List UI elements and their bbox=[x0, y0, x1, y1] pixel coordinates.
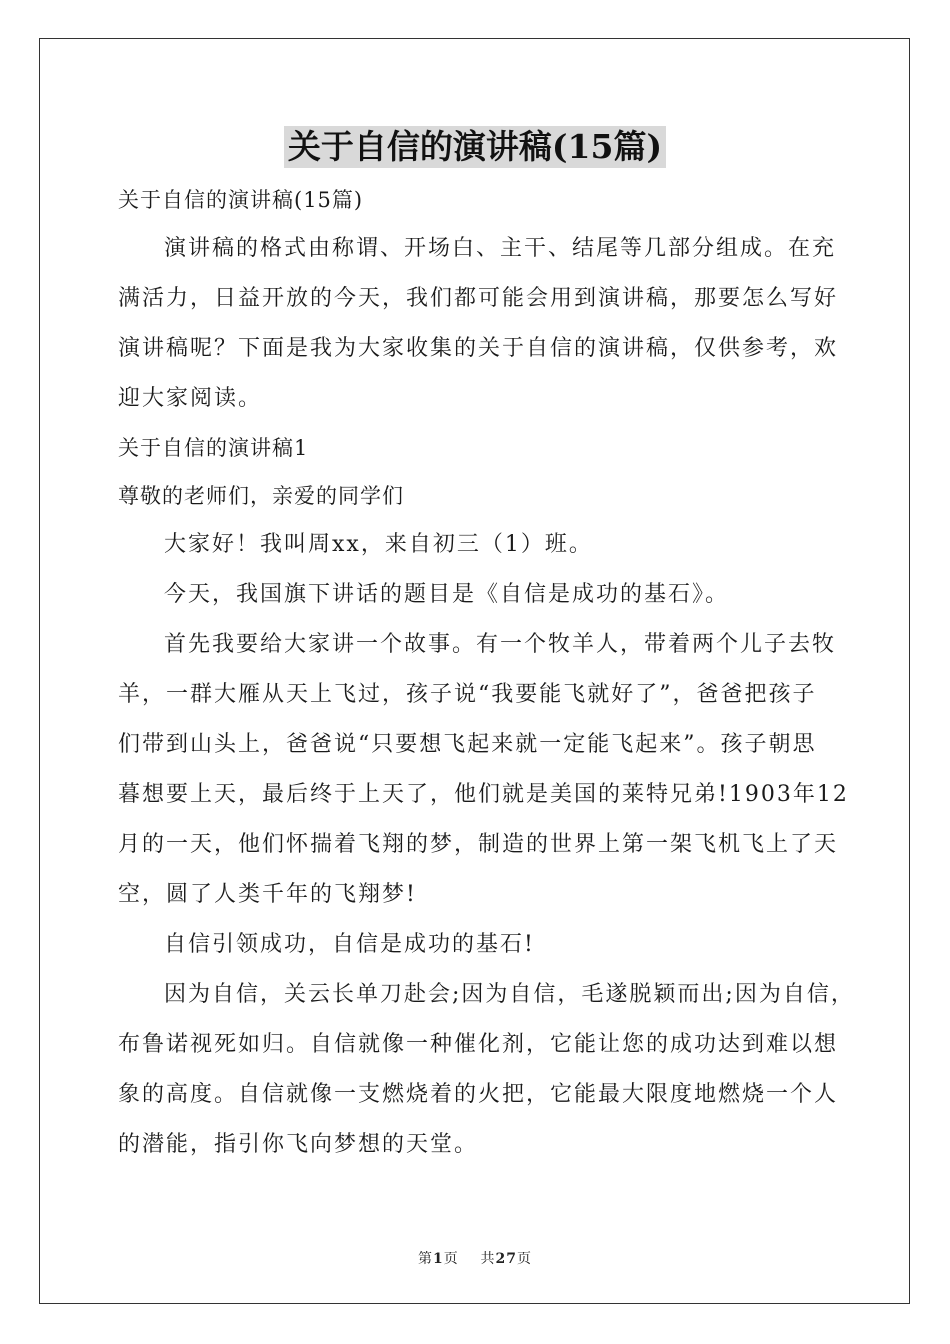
story-line: 月的一天，他们怀揣着飞翔的梦，制造的世界上第一架飞机飞上了天 bbox=[118, 832, 839, 857]
page-suffix: 页 bbox=[443, 1251, 459, 1267]
page-number: 1 bbox=[432, 1251, 444, 1267]
closing-line: 的潜能，指引你飞向梦想的天堂。 bbox=[118, 1132, 479, 1157]
document-title: 关于自信的演讲稿(15篇) bbox=[284, 126, 666, 168]
story-line: 暮想要上天，最后终于上天了，他们就是美国的莱特兄弟!1903年12 bbox=[118, 782, 849, 807]
story-line: 首先我要给大家讲一个故事。有一个牧羊人，带着两个儿子去牧 bbox=[164, 632, 837, 657]
intro-line: 演讲稿呢？下面是我为大家收集的关于自信的演讲稿，仅供参考，欢 bbox=[118, 336, 839, 361]
closing-line: 布鲁诺视死如归。自信就像一种催化剂，它能让您的成功达到难以想 bbox=[118, 1032, 839, 1057]
motto-paragraph: 自信引领成功，自信是成功的基石! bbox=[164, 932, 535, 957]
title-container bbox=[0, 126, 950, 168]
story-line: 空，圆了人类千年的飞翔梦! bbox=[118, 882, 417, 907]
total-pages: 27 bbox=[495, 1251, 518, 1267]
intro-line: 满活力，日益开放的今天，我们都可能会用到演讲稿，那要怎么写好 bbox=[118, 286, 839, 311]
page-prefix: 第 bbox=[417, 1251, 433, 1267]
closing-line: 象的高度。自信就像一支燃烧着的火把，它能最大限度地燃烧一个人 bbox=[118, 1082, 839, 1107]
greeting-paragraph: 大家好！我叫周xx，来自初三（1）班。 bbox=[164, 532, 593, 557]
section-heading: 关于自信的演讲稿1 bbox=[118, 436, 309, 460]
document-subtitle: 关于自信的演讲稿(15篇) bbox=[118, 188, 364, 212]
intro-line: 迎大家阅读。 bbox=[118, 386, 263, 411]
closing-line: 因为自信，关云长单刀赴会;因为自信，毛遂脱颖而出;因为自信， bbox=[164, 982, 855, 1007]
salutation: 尊敬的老师们，亲爱的同学们 bbox=[118, 484, 404, 508]
intro-line: 演讲稿的格式由称谓、开场白、主干、结尾等几部分组成。在充 bbox=[164, 236, 837, 261]
story-line: 们带到山头上，爸爸说“只要想飞起来就一定能飞起来”。孩子朝思 bbox=[118, 732, 817, 757]
total-prefix: 共 bbox=[480, 1251, 496, 1267]
page-footer bbox=[0, 1248, 950, 1268]
topic-paragraph: 今天，我国旗下讲话的题目是《自信是成功的基石》。 bbox=[164, 582, 730, 607]
story-line: 羊，一群大雁从天上飞过，孩子说“我要能飞就好了”，爸爸把孩子 bbox=[118, 682, 817, 707]
document-body bbox=[118, 176, 855, 1170]
total-suffix: 页 bbox=[517, 1251, 533, 1267]
